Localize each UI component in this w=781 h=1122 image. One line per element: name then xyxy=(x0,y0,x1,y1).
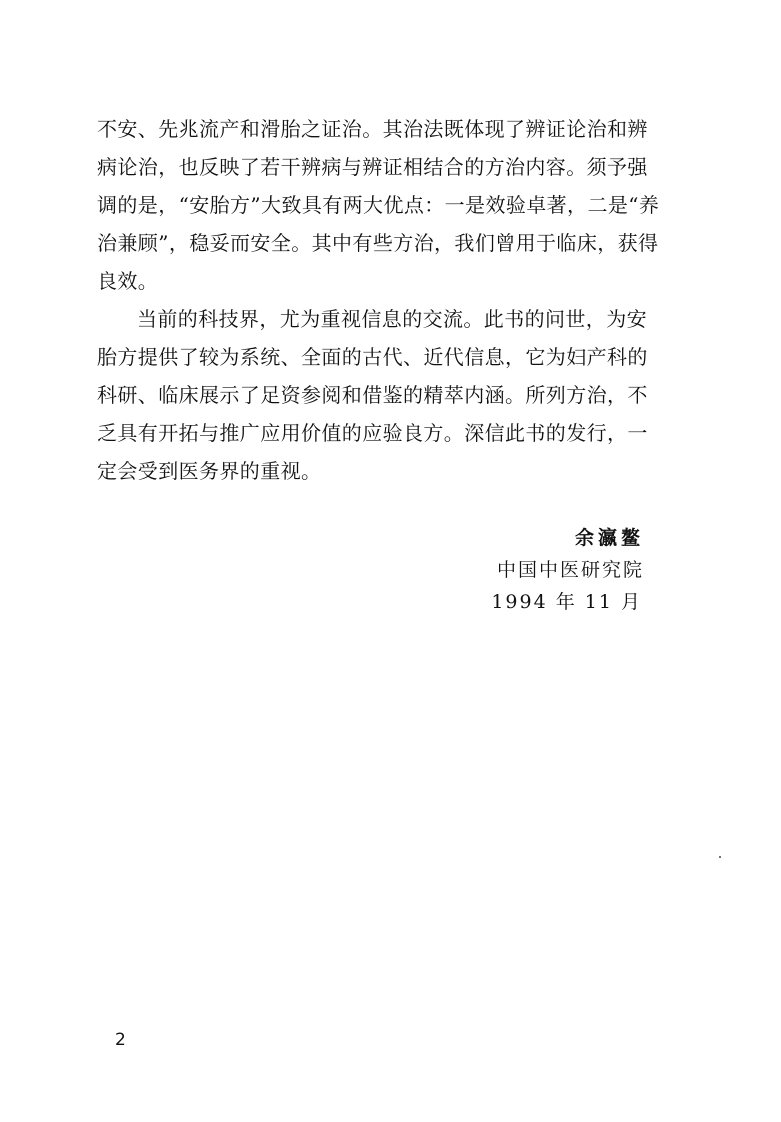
paragraph-2 xyxy=(97,300,697,490)
signature-date: 1994 年 11 月 xyxy=(491,591,642,613)
text-line: 胎方提供了较为系统、全面的古代、近代信息，它为妇产科的 xyxy=(97,345,648,369)
text-line: 病论治，也反映了若干辨病与辨证相结合的方治内容。须予强 xyxy=(97,155,648,179)
author-institution: 中国中医研究院 xyxy=(496,559,644,581)
scan-speck xyxy=(719,856,721,858)
text-line: 良效。 xyxy=(97,269,159,293)
text-line: 不安、先兆流产和滑胎之证治。其治法既体现了辨证论治和辨 xyxy=(97,117,648,141)
text-line: 定会受到医务界的重视。 xyxy=(97,459,322,483)
text-line: 治兼顾”，稳妥而安全。其中有些方治，我们曾用于临床，获得 xyxy=(97,231,659,255)
text-line: 当前的科技界，尤为重视信息的交流。此书的问世，为安 xyxy=(137,307,647,331)
text-line: 调的是，“安胎方”大致具有两大优点：一是效验卓著，二是“养 xyxy=(97,193,660,217)
author-name: 余瀛鳌 xyxy=(574,527,644,549)
preface-body xyxy=(97,110,697,490)
paragraph-1 xyxy=(97,110,697,300)
text-line: 乏具有开拓与推广应用价值的应验良方。深信此书的发行，一 xyxy=(97,421,648,445)
page-number: 2 xyxy=(115,1030,126,1050)
text-line: 科研、临床展示了足资参阅和借鉴的精萃内涵。所列方治，不 xyxy=(97,383,648,407)
signature-block xyxy=(491,522,644,618)
